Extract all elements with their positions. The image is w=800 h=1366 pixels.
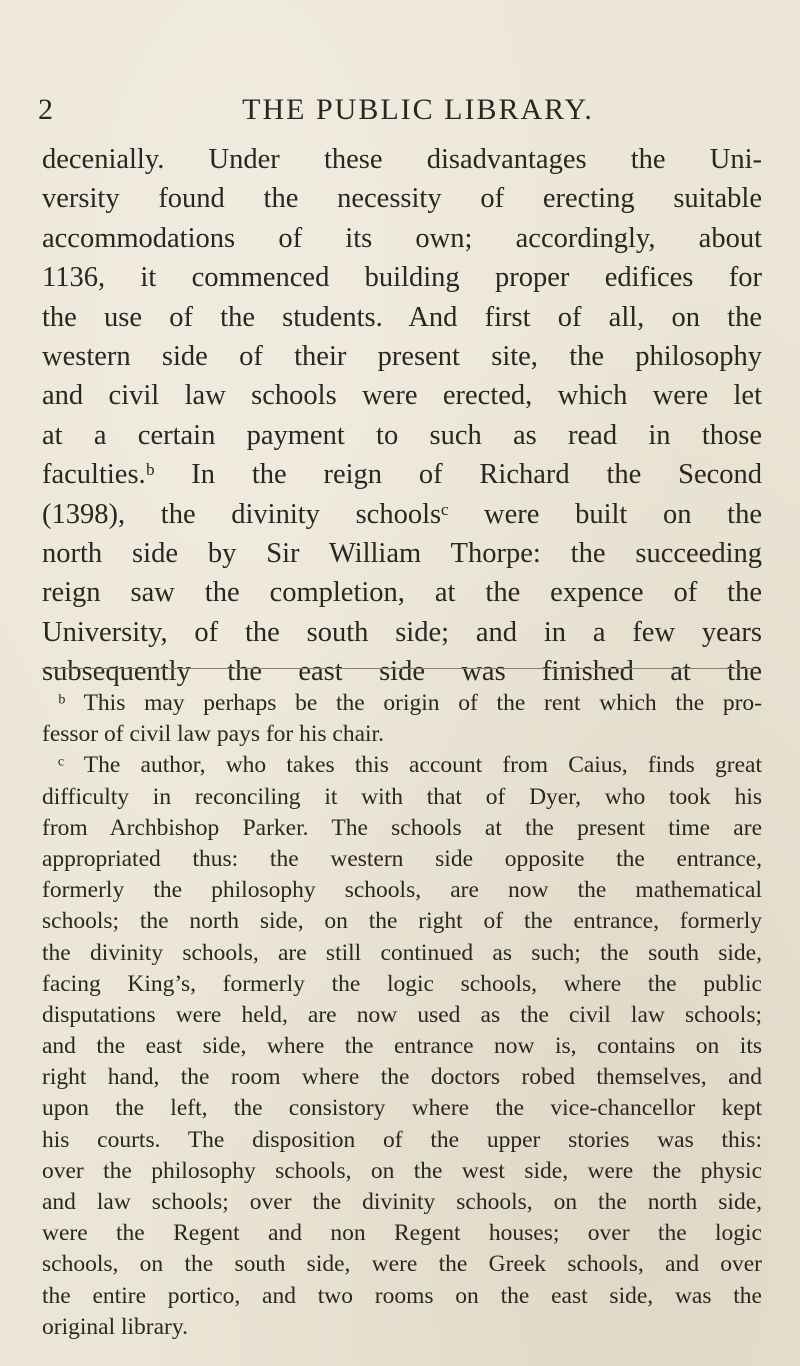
- footnote-line: upon the left, the consistory where the vice-chancellor kept: [42, 1095, 762, 1122]
- footnote-line: formerly the philosophy schools, are now the mathematical: [42, 877, 762, 904]
- running-head: THE PUBLIC LIBRARY.: [242, 93, 594, 126]
- text-line: accommodations of its own; accordingly, about: [42, 222, 762, 254]
- text-line: decenially. Under these disadvantages the Uni-: [42, 144, 762, 175]
- text-line: University, of the south side; and in a few years: [42, 616, 762, 648]
- text-line: (1398), the divinity schoolsᶜ were built on the: [42, 498, 762, 530]
- footnote-line: facing King’s, formerly the logic schools, where the public: [42, 970, 762, 997]
- footnote-line: were the Regent and non Regent houses; over the logic: [42, 1220, 762, 1247]
- text-line: reign saw the completion, at the expence of the: [42, 577, 762, 609]
- text-line: the use of the students. And first of all, on the: [42, 301, 762, 333]
- text-line: subsequently the east side was finished at the: [42, 656, 762, 688]
- footnote-line: difficulty in reconciling it with that of Dyer, who took his: [42, 783, 762, 810]
- footnote-line: ᶜ The author, who takes this account from Caius, finds great: [58, 752, 762, 779]
- text-line: and civil law schools were erected, which were let: [42, 380, 762, 412]
- text-line: faculties.ᵇ In the reign of Richard the Second: [42, 459, 762, 491]
- footnote-line: appropriated thus: the western side opposite the entrance,: [42, 845, 762, 872]
- footnote-line: his courts. The disposition of the upper stories was this:: [42, 1126, 762, 1153]
- text-line: versity found the necessity of erecting suitable: [42, 183, 762, 215]
- footnote-line: right hand, the room where the doctors robed themselves, and: [42, 1064, 762, 1091]
- footnotes: [42, 688, 762, 1343]
- footnote-line: schools; the north side, on the right of the entrance, formerly: [42, 908, 762, 935]
- footnote-line: disputations were held, are now used as the civil law schools;: [42, 1001, 762, 1028]
- footnote-line: and the east side, where the entrance now is, contains on its: [42, 1033, 762, 1060]
- footnote-line: ᵇ This may perhaps be the origin of the rent which the pro-: [58, 690, 762, 716]
- page-header: [38, 90, 778, 134]
- footnote-line: fessor of civil law pays for his chair.: [42, 721, 384, 748]
- footnote-line: and law schools; over the divinity schools, on the north side,: [42, 1189, 762, 1215]
- footnote-line: schools, on the south side, were the Greek schools, and over: [42, 1251, 762, 1278]
- footnote-line: the divinity schools, are still continued as such; the south side,: [42, 939, 762, 966]
- text-line: at a certain payment to such as read in those: [42, 419, 762, 451]
- text-line: 1136, it commenced building proper edifices for: [42, 262, 762, 294]
- text-line: north side by Sir William Thorpe: the succeeding: [42, 537, 762, 569]
- page-number: 2: [38, 93, 53, 126]
- footnote-line: original library.: [42, 1313, 188, 1340]
- footnote-divider: [42, 668, 758, 669]
- footnote-line: from Archbishop Parker. The schools at the present time are: [42, 814, 762, 841]
- footnote-line: over the philosophy schools, on the west side, were the physic: [42, 1157, 762, 1184]
- text-line: western side of their present site, the philosophy: [42, 340, 762, 372]
- footnote-line: the entire portico, and two rooms on the east side, was the: [42, 1282, 762, 1309]
- main-text: [42, 140, 762, 691]
